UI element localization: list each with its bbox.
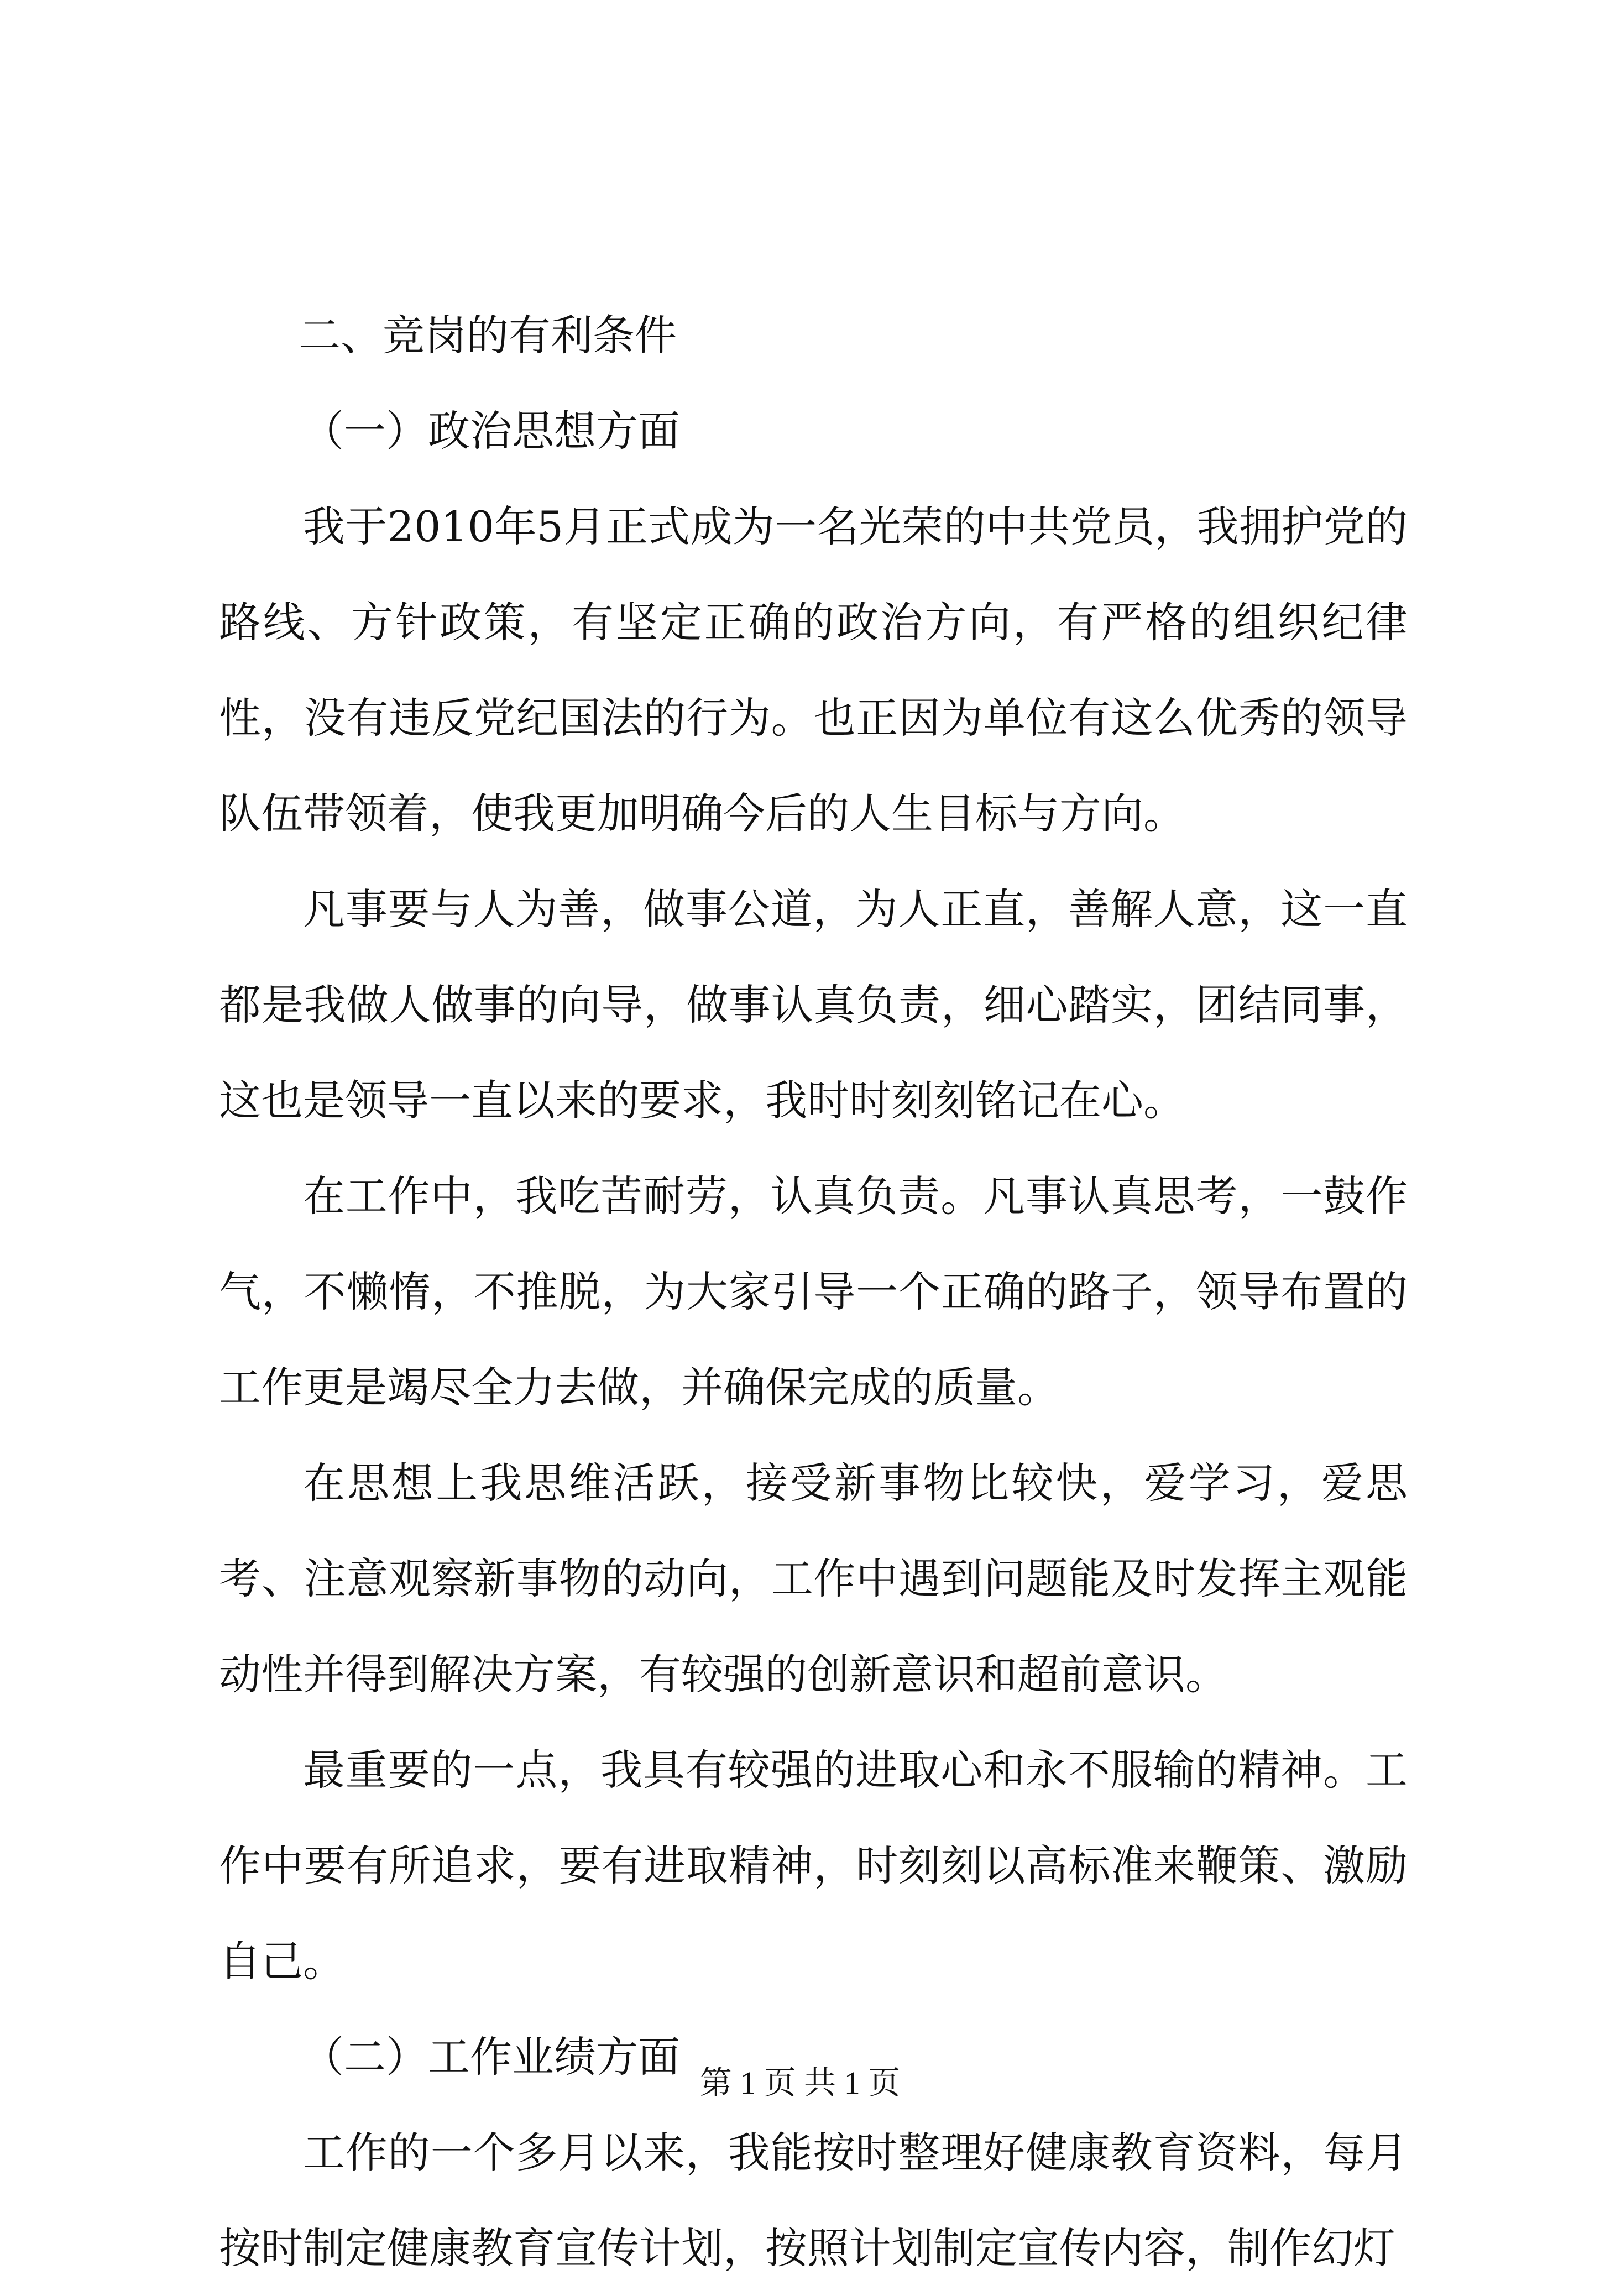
document-body [219,287,1408,2296]
subsection-heading: （一）政治思想方面 [302,406,680,456]
paragraph: 在思想上我思维活跃，接受新事物比较快，爱学习，爱思考、注意观察新事物的动向，工作中遇到问题能及时发挥主观能动性并得到解决方案，有较强的创新意识和超前意识。 [219,1458,1408,1699]
paragraph: 最重要的一点，我具有较强的进取心和永不服输的精神。工作中要有所追求，要有进取精神，时刻刻以高标准来鞭策、激励自己。 [219,1745,1408,1986]
paragraph: 在工作中，我吃苦耐劳，认真负责。凡事认真思考，一鼓作气，不懒惰，不推脱，为大家引导一个正确的路子，领导布置的工作更是竭尽全力去做，并确保完成的质量。 [219,1171,1408,1412]
paragraph: 我于2010年5月正式成为一名光荣的中共党员，我拥护党的路线、方针政策，有坚定正确的政治方向，有严格的组织纪律性，没有违反党纪国法的行为。也正因为单位有这么优秀的领导队伍带领着，使我更加明确今后的人生目标与方向。 [219,502,1408,838]
subsection-heading: （二）工作业绩方面 [302,2032,680,2081]
paragraph: 工作的一个多月以来，我能按时整理好健康教育资料，每月按时制定健康教育宣传计划，按照计划制定宣传内容，制作幻灯 [219,2128,1408,2273]
section-heading: 二、竞岗的有利条件 [299,311,677,360]
page-footer: 第 1 页 共 1 页 [699,2065,901,2101]
paragraph: 凡事要与人为善，做事公道，为人正直，善解人意，这一直都是我做人做事的向导，做事认真负责，细心踏实，团结同事，这也是领导一直以来的要求，我时时刻刻铭记在心。 [219,885,1408,1125]
